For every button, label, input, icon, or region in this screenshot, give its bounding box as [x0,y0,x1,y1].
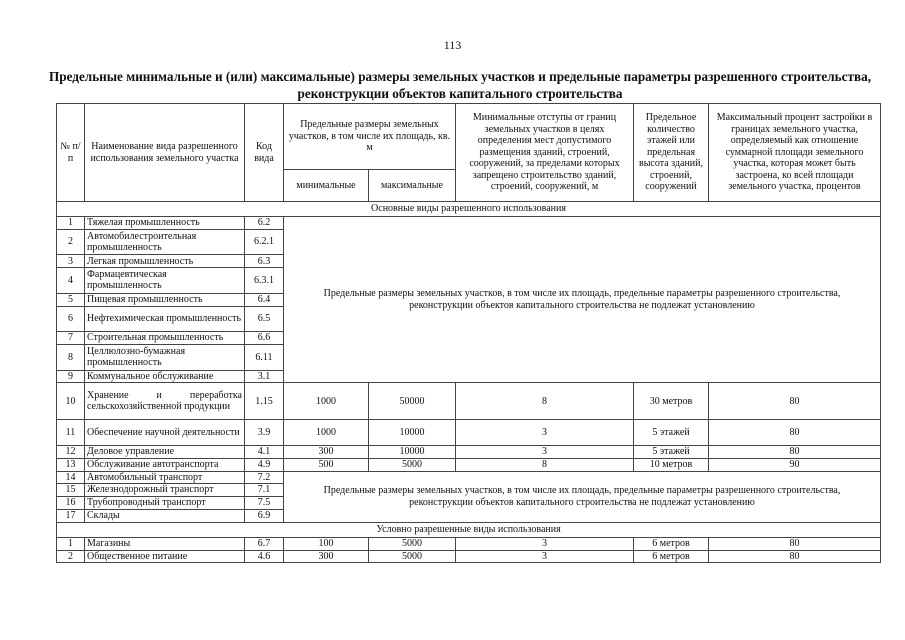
row-number: 10 [57,383,85,420]
use-code: 6.2.1 [245,229,284,255]
value-percent: 80 [709,550,881,563]
use-code: 6.4 [245,293,284,306]
header-floors: Предельное количество этажей или предельная высота зданий, строений, сооружений [634,104,709,202]
row-number: 11 [57,420,85,446]
value-percent: 80 [709,420,881,446]
table-row [57,420,881,446]
row-number: 1 [57,537,85,550]
use-name: Хранение и переработка сельскохозяйственной продукции [85,383,245,420]
use-name: Тяжелая промышленность [85,217,245,230]
value-min: 100 [284,537,369,550]
use-name: Обеспечение научной деятельности [85,420,245,446]
use-name: Коммунальное обслуживание [85,370,245,383]
value-max: 5000 [369,550,456,563]
use-name: Легкая промышленность [85,255,245,268]
value-min: 300 [284,550,369,563]
table-row [57,458,881,471]
use-code: 6.3.1 [245,268,284,294]
header-setback: Минимальные отступы от границ земельных участков в целях определения мест допустимого размещения зданий, строений, сооружений, за пределами которых запрещено строительство зданий, строений, сооружений, м [456,104,634,202]
header-size: Предельные размеры земельных участков, в том числе их площадь, кв. м [284,104,456,170]
row-number: 2 [57,550,85,563]
header-num: № п/п [57,104,85,202]
use-name: Магазины [85,537,245,550]
use-code: 3.9 [245,420,284,446]
value-floors: 6 метров [634,550,709,563]
value-min: 300 [284,445,369,458]
use-code: 6.7 [245,537,284,550]
row-number: 3 [57,255,85,268]
use-name: Обслуживание автотранспорта [85,458,245,471]
header-percent: Максимальный процент застройки в границах земельного участка, определяемый как отношение суммарной площади земельного участка, которая может быть застроена, ко всей площади земельного участка, процентов [709,104,881,202]
value-percent: 80 [709,383,881,420]
page-number: 113 [443,38,462,52]
header-name: Наименование вида разрешенного использования земельного участка [85,104,245,202]
row-number: 6 [57,306,85,332]
value-max: 5000 [369,458,456,471]
use-code: 1.15 [245,383,284,420]
row-number: 16 [57,497,85,510]
value-max: 10000 [369,445,456,458]
table-row [57,537,881,550]
value-floors: 5 этажей [634,420,709,446]
use-code: 4.1 [245,445,284,458]
not-set-note: Предельные размеры земельных участков, в том числе их площадь, предельные параметры разрешенного строительства, реконструкции объектов капитального строительства не подлежат установлению [284,217,881,383]
use-name: Строительная промышленность [85,332,245,345]
header-max: максимальные [369,170,456,202]
document-title: Предельные минимальные и (или) максимальные) размеры земельных участков и предельные параметры разрешенного строительства, реконструкции объектов капитального строительства [49,69,871,101]
row-number: 4 [57,268,85,294]
use-code: 6.2 [245,217,284,230]
use-name: Нефтехимическая промышленность [85,306,245,332]
row-number: 9 [57,370,85,383]
use-code: 3.1 [245,370,284,383]
use-code: 6.3 [245,255,284,268]
value-floors: 10 метров [634,458,709,471]
row-number: 13 [57,458,85,471]
value-floors: 5 этажей [634,445,709,458]
row-number: 8 [57,344,85,370]
table-row [57,445,881,458]
value-setback: 3 [456,550,634,563]
row-number: 1 [57,217,85,230]
use-name: Целлюлозно-бумажная промышленность [85,344,245,370]
use-code: 6.5 [245,306,284,332]
value-max: 50000 [369,383,456,420]
table-row [57,217,881,230]
value-setback: 3 [456,537,634,550]
row-number: 17 [57,509,85,522]
land-parameters-table [56,103,881,563]
value-setback: 8 [456,383,634,420]
use-code: 6.6 [245,332,284,345]
value-min: 1000 [284,383,369,420]
value-floors: 30 метров [634,383,709,420]
value-setback: 3 [456,445,634,458]
value-setback: 8 [456,458,634,471]
row-number: 5 [57,293,85,306]
value-min: 500 [284,458,369,471]
use-name: Автомобильный транспорт [85,471,245,484]
row-number: 15 [57,484,85,497]
use-name: Склады [85,509,245,522]
value-min: 1000 [284,420,369,446]
value-floors: 6 метров [634,537,709,550]
row-number: 12 [57,445,85,458]
use-code: 6.11 [245,344,284,370]
use-name: Пищевая промышленность [85,293,245,306]
table-row [57,383,881,420]
row-number: 14 [57,471,85,484]
use-name: Автомобилестроительная промышленность [85,229,245,255]
use-code: 7.2 [245,471,284,484]
row-number: 2 [57,229,85,255]
use-name: Фармацевтическая промышленность [85,268,245,294]
value-max: 10000 [369,420,456,446]
section-heading: Условно разрешенные виды использования [57,522,881,537]
use-name: Трубопроводный транспорт [85,497,245,510]
use-name: Деловое управление [85,445,245,458]
value-setback: 3 [456,420,634,446]
value-percent: 80 [709,445,881,458]
header-code: Код вида [245,104,284,202]
use-name: Железнодорожный транспорт [85,484,245,497]
value-percent: 90 [709,458,881,471]
use-code: 7.5 [245,497,284,510]
use-code: 4.6 [245,550,284,563]
not-set-note: Предельные размеры земельных участков, в том числе их площадь, предельные параметры разрешенного строительства, реконструкции объектов капитального строительства не подлежат установлению [284,471,881,522]
use-code: 7.1 [245,484,284,497]
row-number: 7 [57,332,85,345]
use-code: 6.9 [245,509,284,522]
table-row [57,471,881,484]
use-code: 4.9 [245,458,284,471]
table-row [57,550,881,563]
section-heading: Основные виды разрешенного использования [57,202,881,217]
use-name: Общественное питание [85,550,245,563]
value-percent: 80 [709,537,881,550]
header-min: минимальные [284,170,369,202]
value-max: 5000 [369,537,456,550]
